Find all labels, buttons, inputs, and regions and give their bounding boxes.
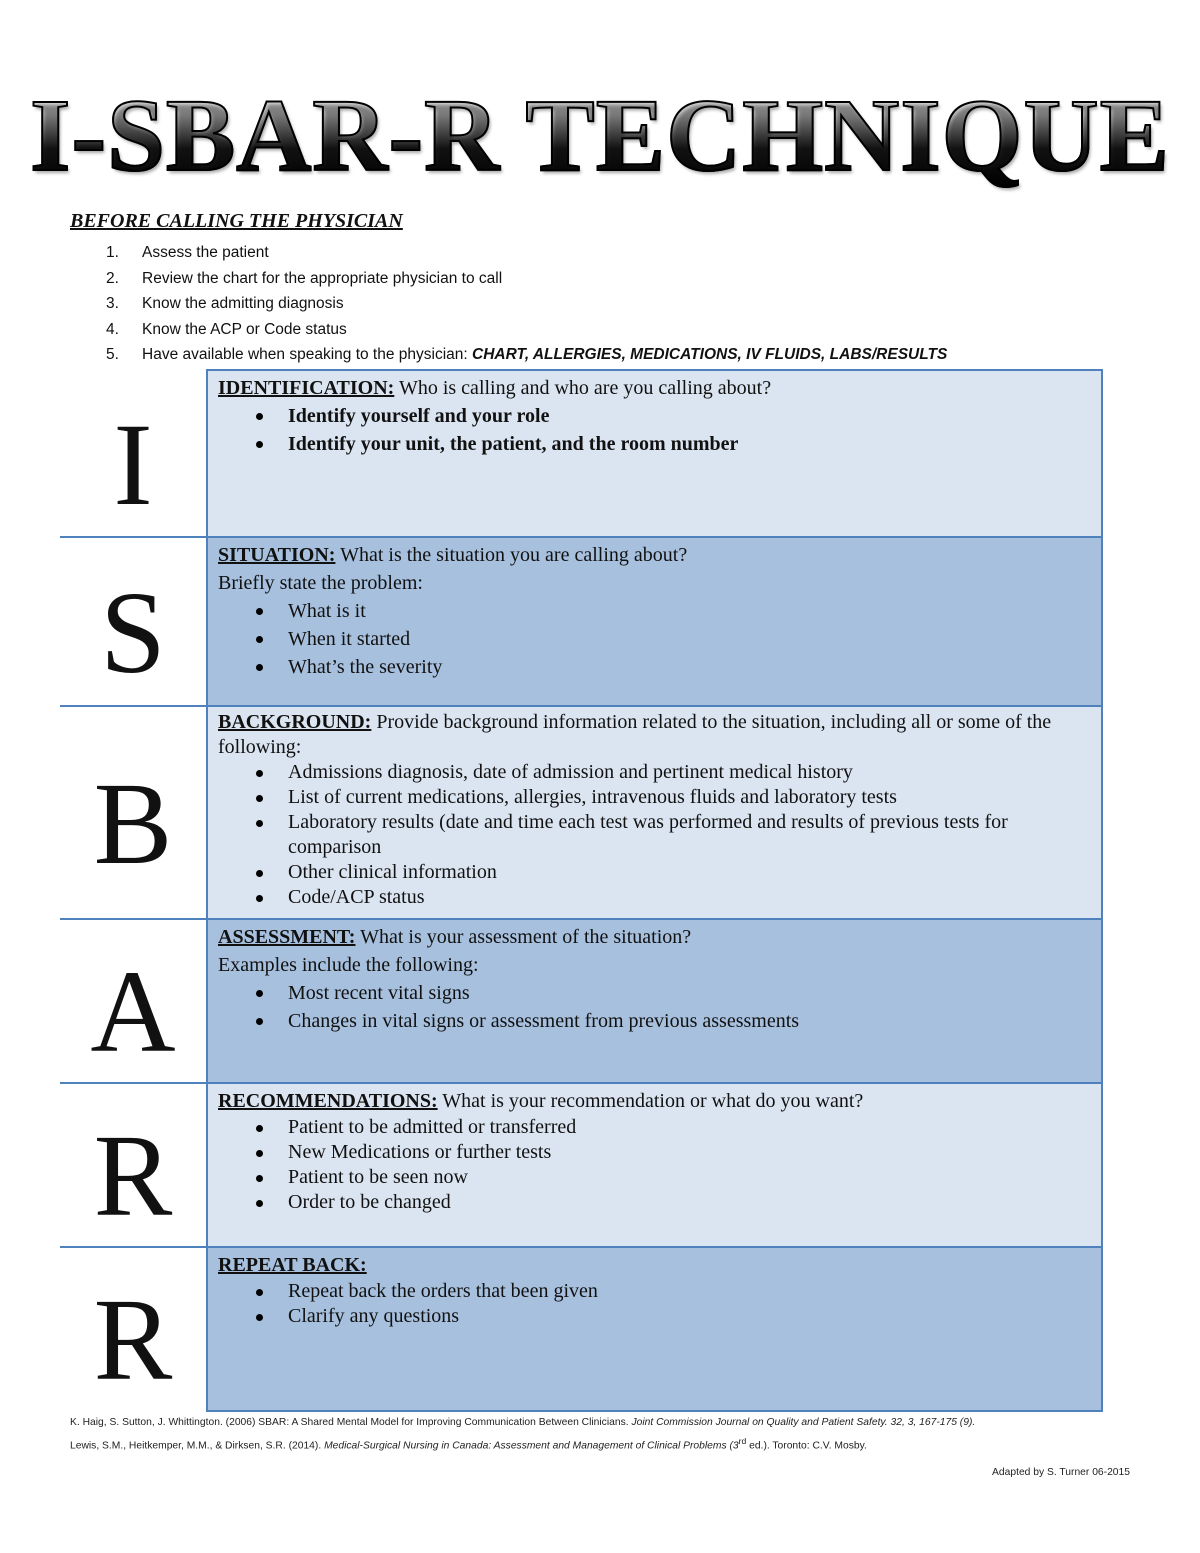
list-item: 1. Assess the patient — [106, 244, 269, 261]
list-item: Identify your unit, the patient, and the room number — [288, 430, 1091, 458]
list-item: Other clinical information — [288, 860, 1091, 885]
section-content — [206, 1082, 1103, 1248]
section-heading: ASSESSMENT: — [218, 926, 356, 948]
section-identification — [60, 369, 1105, 538]
page-title: I-SBAR-R TECHNIQUE — [0, 84, 1200, 188]
section-intro: What is the situation you are calling about? — [335, 544, 688, 566]
list-item: What’s the severity — [288, 653, 1091, 681]
section-content — [206, 918, 1103, 1084]
before-calling-heading: BEFORE CALLING THE PHYSICIAN — [70, 210, 403, 232]
section-heading: REPEAT BACK: — [218, 1254, 367, 1276]
section-assessment — [60, 918, 1105, 1084]
section-content — [206, 705, 1103, 920]
section-heading: RECOMMENDATIONS: — [218, 1090, 438, 1112]
section-heading: BACKGROUND: — [218, 711, 372, 733]
section-intro: Provide background information related to the situation, including all or some of the following: — [218, 711, 1052, 758]
section-content — [206, 369, 1103, 538]
section-situation — [60, 536, 1105, 707]
list-item: 3. Know the admitting diagnosis — [106, 295, 344, 313]
section-intro: What is your assessment of the situation? — [355, 926, 692, 948]
list-item: Repeat back the orders that been given — [288, 1279, 1091, 1304]
isbarr-table — [60, 369, 1105, 1412]
section-subline: Examples include the following: — [218, 954, 479, 976]
section-recommendations — [60, 1082, 1105, 1248]
references — [70, 1414, 1130, 1455]
available-items-emphasis: CHART, ALLERGIES, MEDICATIONS, IV FLUIDS, LABS/RESULTS — [472, 346, 948, 364]
list-item: Order to be changed — [288, 1190, 1091, 1215]
section-heading: SITUATION: — [218, 544, 336, 566]
list-item: Patient to be admitted or transferred — [288, 1115, 1091, 1140]
list-item: List of current medications, allergies, intravenous fluids and laboratory tests — [288, 785, 1091, 810]
section-intro: What is your recommendation or what do you want? — [437, 1090, 864, 1112]
list-item: What is it — [288, 597, 1091, 625]
reference-1: K. Haig, S. Sutton, J. Whittington. (2006) SBAR: A Shared Mental Model for Improving Communication Between Clinicians. Joint Commission Journal on Quality and Patient Safety. 32, 3, 167-175 (9). — [70, 1417, 976, 1428]
adapted-by-note: Adapted by S. Turner 06-2015 — [992, 1467, 1130, 1478]
section-content — [206, 536, 1103, 707]
section-repeat-back — [60, 1246, 1105, 1412]
list-item: New Medications or further tests — [288, 1140, 1091, 1165]
section-background — [60, 705, 1105, 920]
list-item: Patient to be seen now — [288, 1165, 1091, 1190]
section-intro: Who is calling and who are you calling about? — [394, 377, 772, 399]
list-item: 5. Have available when speaking to the physician: CHART, ALLERGIES, MEDICATIONS, IV FLUIDS, LABS/RESULTS — [106, 346, 948, 364]
list-item: 4. Know the ACP or Code status — [106, 320, 347, 338]
section-subline: Briefly state the problem: — [218, 572, 423, 594]
list-item: Laboratory results (date and time each test was performed and results of previous tests for comparison — [288, 810, 1091, 860]
reference-2: Lewis, S.M., Heitkemper, M.M., & Dirksen, S.R. (2014). Medical-Surgical Nursing in Canada: Assessment and Management of Clinical Problems (3rd ed.). Toronto: C.V. Mosby. — [70, 1436, 867, 1452]
before-calling-list — [70, 242, 1150, 370]
section-letter: I — [113, 398, 153, 530]
list-item: Code/ACP status — [288, 885, 1091, 910]
section-letter: B — [93, 757, 173, 889]
list-item: Identify yourself and your role — [288, 402, 1091, 430]
section-letter: S — [100, 566, 166, 698]
list-item: Admissions diagnosis, date of admission and pertinent medical history — [288, 760, 1091, 785]
section-letter: R — [93, 1274, 173, 1405]
list-item: Most recent vital signs — [288, 979, 1091, 1007]
list-item: When it started — [288, 625, 1091, 653]
section-heading: IDENTIFICATION: — [218, 377, 395, 399]
section-content — [206, 1246, 1103, 1412]
list-item: Clarify any questions — [288, 1304, 1091, 1329]
section-letter: A — [90, 946, 176, 1077]
section-letter: R — [93, 1110, 173, 1241]
list-item: Changes in vital signs or assessment from previous assessments — [288, 1007, 1091, 1035]
list-item: 2. Review the chart for the appropriate physician to call — [106, 269, 503, 287]
